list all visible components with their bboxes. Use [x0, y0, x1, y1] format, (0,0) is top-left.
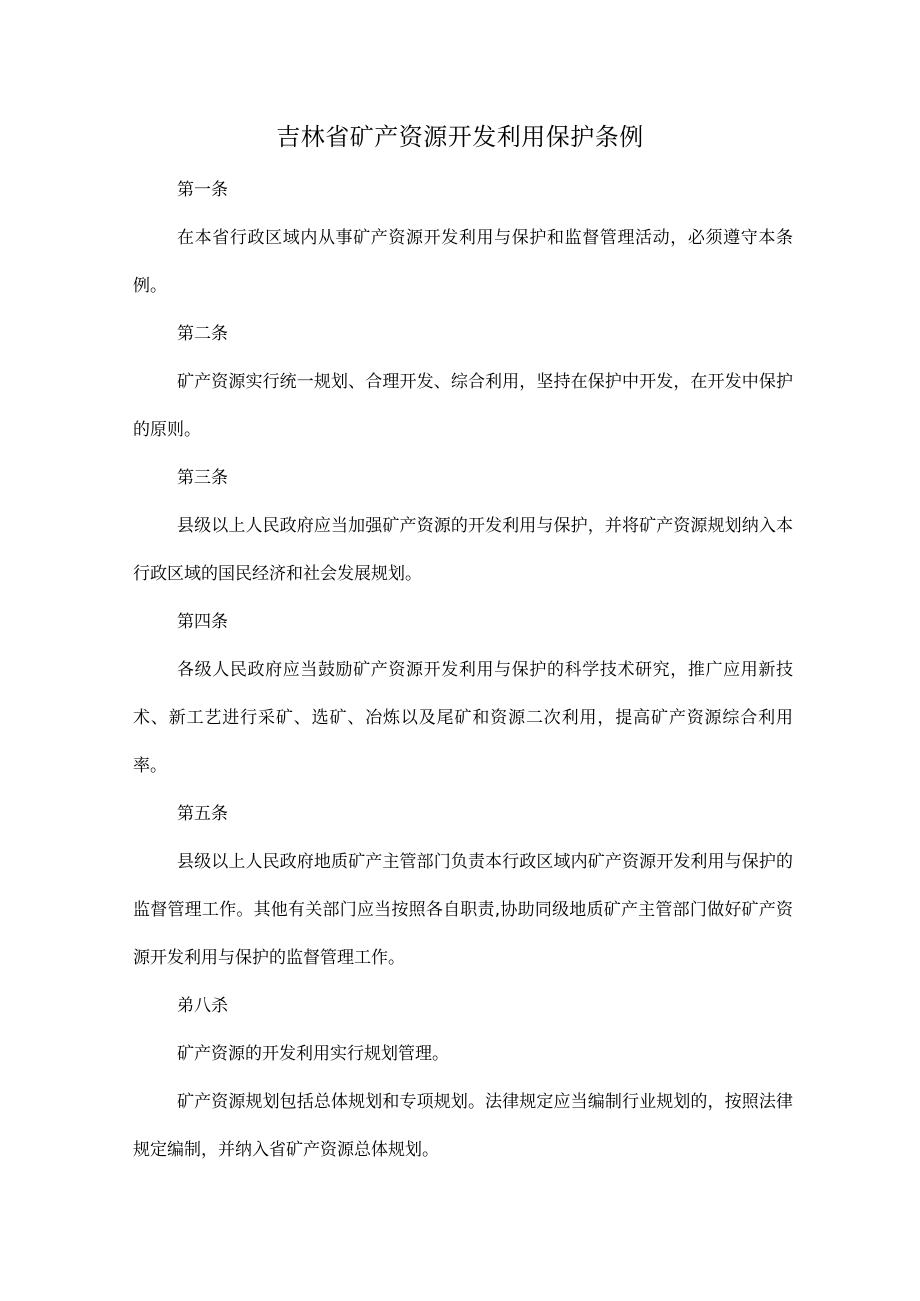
article-heading: 第二条 [177, 324, 228, 344]
article-paragraph: 各级人民政府应当鼓励矿产资源开发利用与保护的科学技术研究，推广应用新技术、新工艺进行采矿、选矿、冶炼以及尾矿和资源二次利用，提高矿产资源综合利用率。 [133, 660, 793, 776]
article-6 [133, 982, 793, 1174]
article-paragraph: 在本省行政区域内从事矿产资源开发利用与保护和监督管理活动，必须遵守本条例。 [133, 228, 793, 296]
article-paragraph: 矿产资源实行统一规划、合理开发、综合利用，坚持在保护中开发，在开发中保护的原则。 [133, 372, 793, 440]
article-heading: 弟八杀 [177, 996, 228, 1016]
article-paragraph: 矿产资源的开发利用实行规划管理。 [177, 1044, 449, 1064]
article-paragraph: 县级以上人民政府应当加强矿产资源的开发利用与保护，并将矿产资源规划纳入本行政区域的国民经济和社会发展规划。 [133, 516, 793, 584]
document-body [133, 166, 793, 1174]
document-title: 吉林省矿产资源开发利用保护条例 [276, 123, 644, 151]
article-1 [133, 166, 793, 310]
article-4 [133, 598, 793, 790]
article-paragraph: 矿产资源规划包括总体规划和专项规划。法律规定应当编制行业规划的，按照法律规定编制，并纳入省矿产资源总体规划。 [133, 1092, 793, 1160]
article-paragraph: 县级以上人民政府地质矿产主管部门负责本行政区域内矿产资源开发利用与保护的监督管理工作。其他有关部门应当按照各自职责,协助同级地质矿产主管部门做好矿产资源开发利用与保护的监督管理工作。 [133, 852, 793, 968]
article-heading: 第四条 [177, 612, 228, 632]
article-2 [133, 310, 793, 454]
article-5 [133, 790, 793, 982]
article-heading: 第三条 [177, 468, 228, 488]
article-heading: 第五条 [177, 804, 228, 824]
article-3 [133, 454, 793, 598]
article-heading: 第一条 [177, 180, 228, 200]
